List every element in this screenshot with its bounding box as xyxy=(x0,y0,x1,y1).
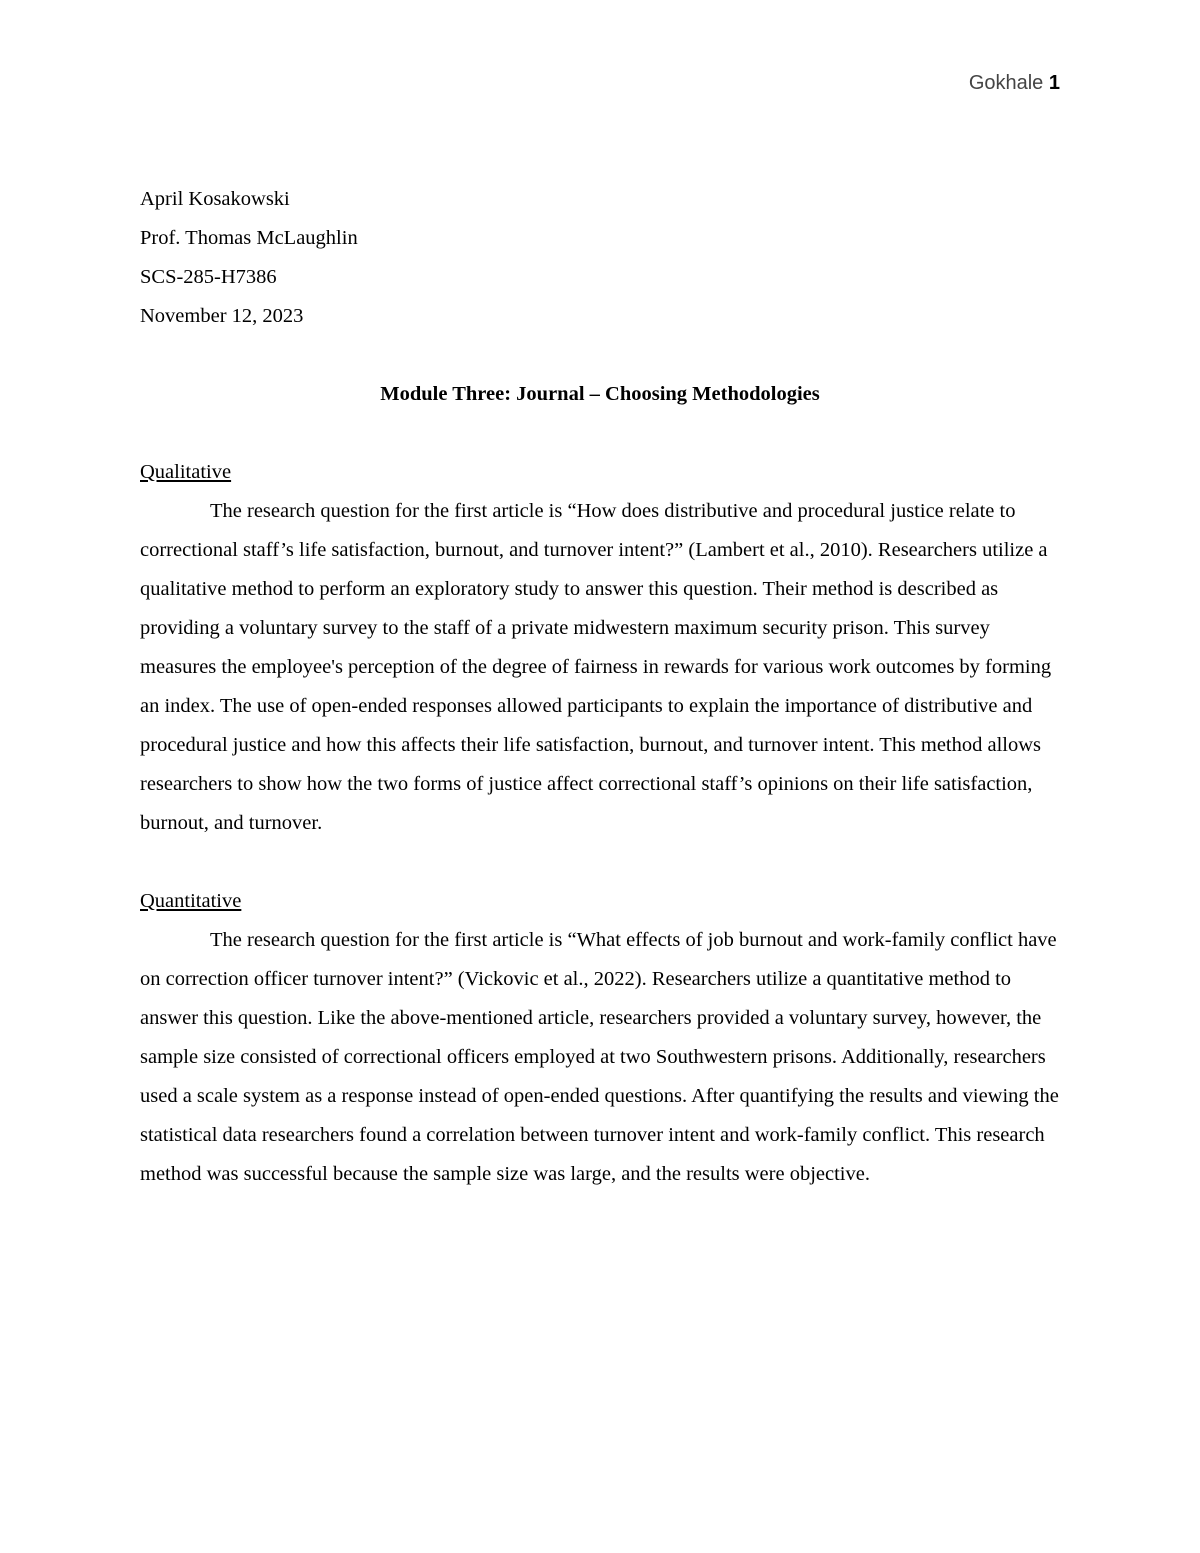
running-head xyxy=(969,72,1060,95)
page-number: 1 xyxy=(1048,72,1060,94)
course-code: SCS-285-H7386 xyxy=(140,266,277,288)
section-heading-quantitative: Quantitative xyxy=(140,890,242,912)
document-title: Module Three: Journal – Choosing Methodologies xyxy=(380,383,820,405)
document-body xyxy=(140,180,1060,1194)
paragraph-quantitative: The research question for the first article is “What effects of job burnout and work-family conflict have on correction officer turnover intent?” (Vickovic et al., 2022). Researchers utilize a quantitative method to answer this question. Like the above-mentioned article, researchers provided a voluntary survey, however, the sample size consisted of correctional officers employed at two Southwestern prisons. Additionally, researchers used a scale system as a response instead of open-ended questions. After quantifying the results and viewing the statistical data researchers found a correlation between turnover intent and work-family conflict. This research method was successful because the sample size was large, and the results were objective. xyxy=(140,929,1059,1185)
paragraph-qualitative: The research question for the first article is “How does distributive and procedural justice relate to correctional staff’s life satisfaction, burnout, and turnover intent?” (Lambert et al., 2010). Researchers utilize a qualitative method to perform an exploratory study to answer this question. Their method is described as providing a voluntary survey to the staff of a private midwestern maximum security prison. This survey measures the employee's perception of the degree of fairness in rewards for various work outcomes by forming an index. The use of open-ended responses allowed participants to explain the importance of distributive and procedural justice and how this affects their life satisfaction, burnout, and turnover intent. This method allows researchers to show how the two forms of justice affect correctional staff’s opinions on their life satisfaction, burnout, and turnover. xyxy=(140,500,1052,834)
instructor-name: Prof. Thomas McLaughlin xyxy=(140,227,358,249)
running-head-author: Gokhale xyxy=(968,72,1044,94)
document-date: November 12, 2023 xyxy=(140,305,304,327)
student-name: April Kosakowski xyxy=(140,188,290,210)
section-heading-qualitative: Qualitative xyxy=(140,461,232,483)
